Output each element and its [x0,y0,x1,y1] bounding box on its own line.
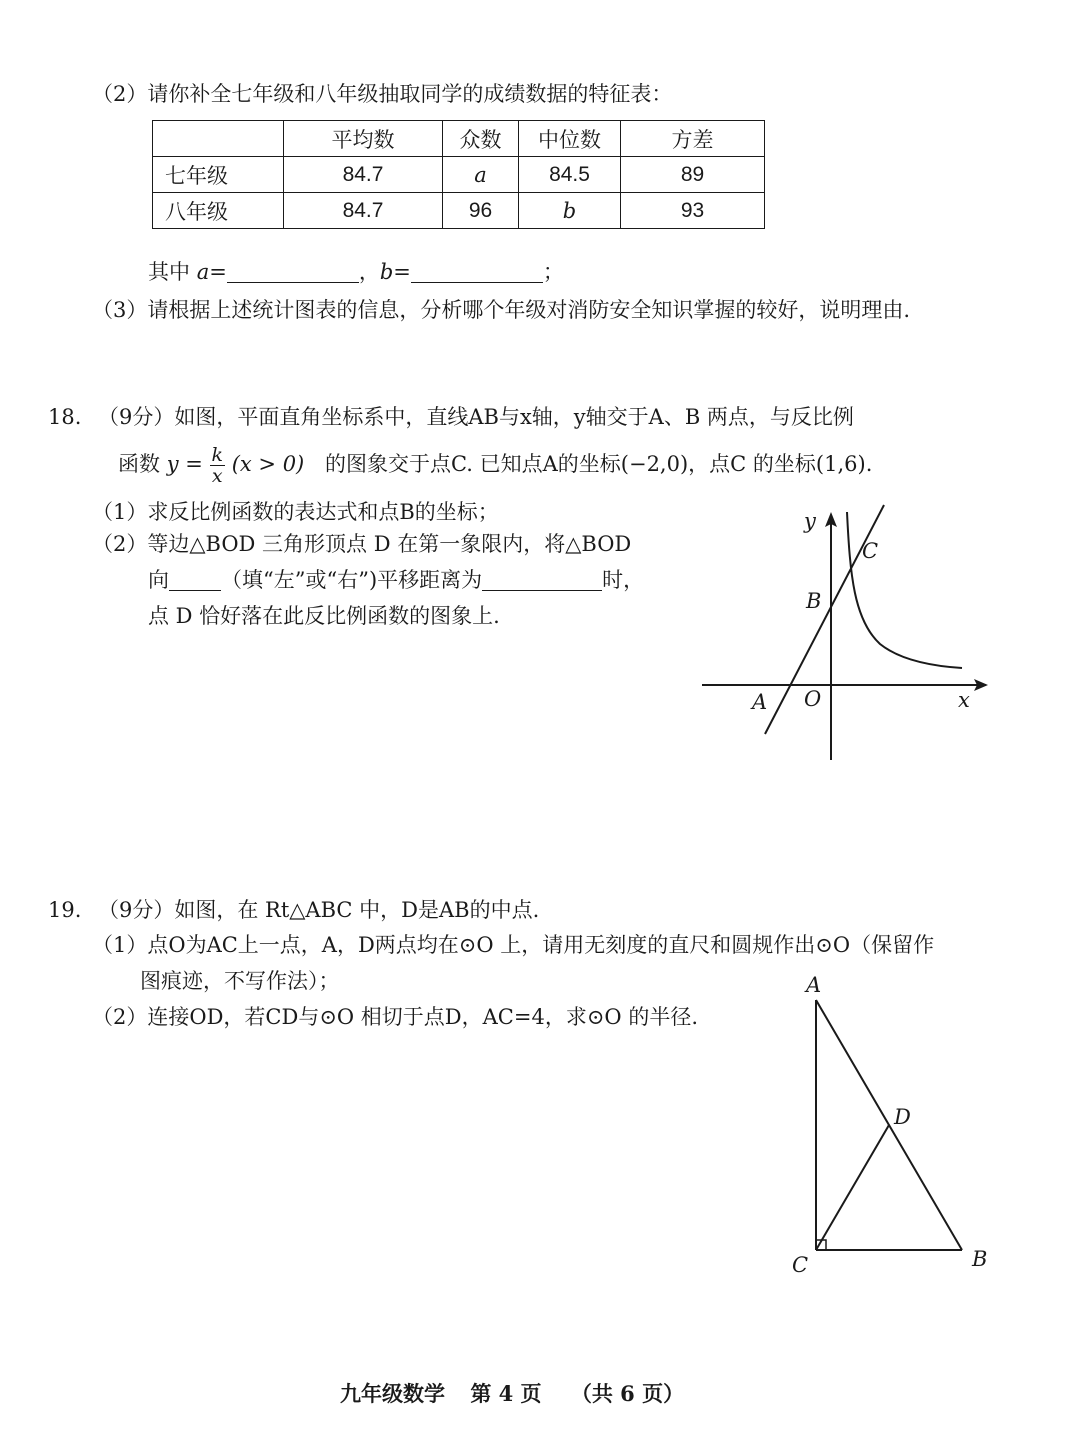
q19-triangle-figure [780,970,1010,1290]
q18-part2-end: 时， [602,568,645,592]
q17-fill-line [148,257,564,287]
fraction-numerator: k [211,444,224,466]
footer [340,1378,684,1408]
q18-part1-text: （1）求反比例函数的表达式和点B的坐标； [92,500,499,524]
q19-part2-text: （2）连接OD，若CD与⊙O 相切于点D，AC=4，求⊙O 的半径. [92,1005,698,1029]
table-cell-mode: 96 [443,193,519,229]
footer-subject: 九年级数学 [340,1381,445,1406]
table-header-row [153,121,765,157]
q19-part1-line2: 图痕迹，不写作法）； [140,969,340,993]
label-a: A [752,690,768,714]
table-header-variance: 方差 [621,121,765,157]
answer-blank-b[interactable] [411,260,543,283]
q17-part2-text: （2）请你补全七年级和八年级抽取同学的成绩数据的特征表： [92,82,673,106]
table-row-label: 七年级 [153,157,284,193]
q19-number: 19. [48,898,82,922]
fill-b-label: b= [379,260,411,284]
answer-blank-distance[interactable] [482,568,602,591]
fill-a-label: a= [196,260,227,284]
q18-part2-mid: （填“左”或“右”)平移距离为 [221,568,483,592]
q18-part2-line2 [148,565,644,595]
fraction-denominator: x [211,465,223,487]
q18-stem-func-word: 函数 [118,452,160,476]
q18-coordinate-figure [690,500,1000,770]
table-row-label: 八年级 [153,193,284,229]
segment-cd [816,1125,889,1250]
fill-end: ； [542,260,564,284]
label-c: C [792,1253,809,1277]
label-d: D [894,1105,911,1129]
table-header-mode: 众数 [443,121,519,157]
table-cell-median: 84.5 [519,157,621,193]
q17-part3-text: （3）请根据上述统计图表的信息，分析哪个年级对消防安全知识掌握的较好，说明理由. [92,298,911,322]
q18-part2-dir-word: 向 [148,568,169,592]
stats-table [152,120,765,229]
label-c: C [862,539,879,563]
table-header-mean: 平均数 [284,121,443,157]
table-cell-variance: 93 [621,193,765,229]
answer-blank-a[interactable] [227,260,359,283]
label-y: y [804,509,816,533]
q19-stem: （9分）如图，在 Rt△ABC 中，D是AB的中点. [98,898,540,922]
q18-stem-rest: 的图象交于点C. 已知点A的坐标(−2,0)，点C 的坐标(1,6). [324,452,873,476]
q19-part1-line1: （1）点O为AC上一点，A，D两点均在⊙O 上，请用无刻度的直尺和圆规作出⊙O（保留作 [92,933,935,957]
q18-func-condition: (x > 0) [231,452,305,476]
answer-blank-direction[interactable] [169,568,221,591]
fill-sep: ， [358,260,380,284]
label-b: B [972,1247,988,1271]
q18-part2-line3: 点 D 恰好落在此反比例函数的图象上. [148,604,500,628]
q18-fraction [210,445,226,486]
label-o: O [804,687,822,711]
label-b: B [806,589,822,613]
q18-part2-line1: （2）等边△BOD 三角形顶点 D 在第一象限内，将△BOD [92,532,632,556]
table-row [153,157,765,193]
table-row [153,193,765,229]
table-cell-mean: 84.7 [284,157,443,193]
q18-number: 18. [48,405,82,429]
footer-total: （共 6 页） [570,1381,685,1406]
hyperbola-curve [847,512,962,668]
q18-stem-line1: （9分）如图，平面直角坐标系中，直线AB与x轴，y轴交于A、B 两点，与反比例 [98,405,854,429]
table-cell-mean: 84.7 [284,193,443,229]
table-cell-median: b [519,193,621,229]
q18-stem-line2 [118,442,872,486]
footer-page: 第 4 页 [470,1381,542,1406]
table-cell-variance: 89 [621,157,765,193]
table-cell-mode: a [443,157,519,193]
table-header-empty [153,121,284,157]
label-a: A [806,973,822,997]
table-header-median: 中位数 [519,121,621,157]
fill-prefix: 其中 [148,260,190,284]
q18-func-lhs: y = [166,452,203,476]
label-x: x [958,688,970,712]
